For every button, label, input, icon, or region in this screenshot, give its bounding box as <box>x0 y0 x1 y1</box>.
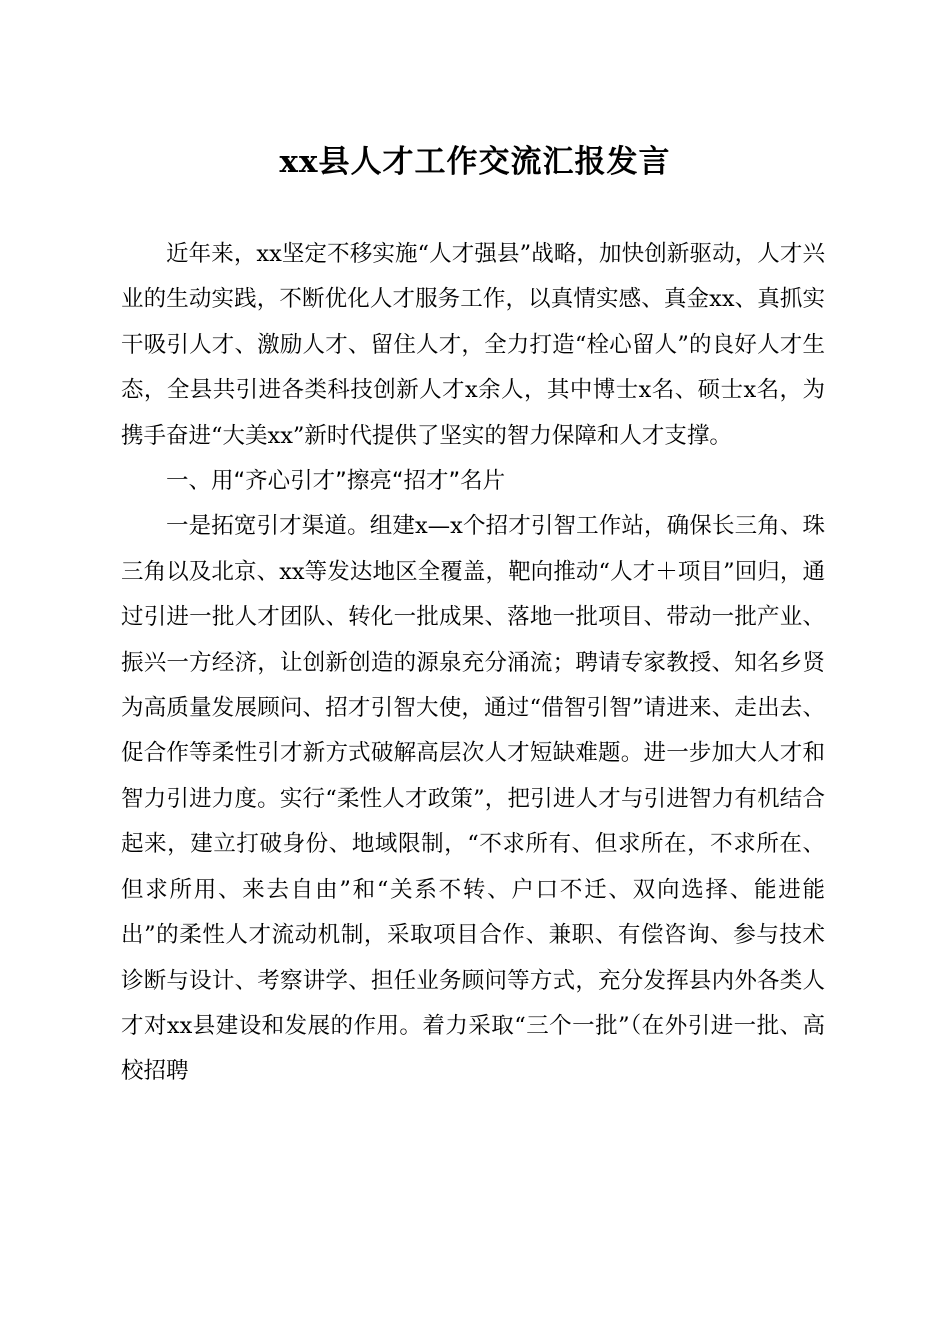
section-heading-1: 一、用“齐心引才”擦亮“招才”名片 <box>166 468 506 495</box>
section-1-paragraph-text: 组建x—x个招才引智工作站，确保长三角、珠三角以及北京、xx等发达地区全覆盖，靶向推动“人才＋项目”回归，通过引进一批人才团队、转化一批成果、落地一批项目、带动一批产业、振兴一方经济，让创新创造的源泉充分涌流；聘请专家教授、知名乡贤为高质量发展顾问、招才引智大使，通过“借智引智”请进来、走出去、促合作等柔性引才新方式破解高层次人才短缺难题。进一步加大人才和智力引进力度。实行“柔性人才政策”，把引进人才与引进智力有机结合起来，建立打破身份、地域限制，“不求所有、但求所在，不求所在、但求所用、来去自由”和“关系不转、户口不迁、双向选择、能进能出”的柔性人才流动机制，采取项目合作、兼职、有偿咨询、参与技术诊断与设计、考察讲学、担任业务顾问等方式，充分发挥县内外各类人才对xx县建设和发展的作用。着力采取“三个一批”（在外引进一批、高校招聘 <box>121 513 825 1085</box>
section-1-paragraph <box>121 504 825 1094</box>
document-title: xx县人才工作交流汇报发言 <box>279 144 671 180</box>
intro-paragraph: 近年来，xx坚定不移实施“人才强县”战略，加快创新驱动，人才兴业的生动实践，不断优化人才服务工作，以真情实感、真金xx、真抓实干吸引人才、激励人才、留住人才，全力打造“栓心留人”的良好人才生态，全县共引进各类科技创新人才x余人，其中博士x名、硕士x名，为携手奋进“大美xx”新时代提供了坚实的智力保障和人才支撑。 <box>121 241 825 449</box>
document-body <box>121 232 825 1095</box>
section-1-lead-phrase: 一是拓宽引才渠道。 <box>166 513 370 540</box>
